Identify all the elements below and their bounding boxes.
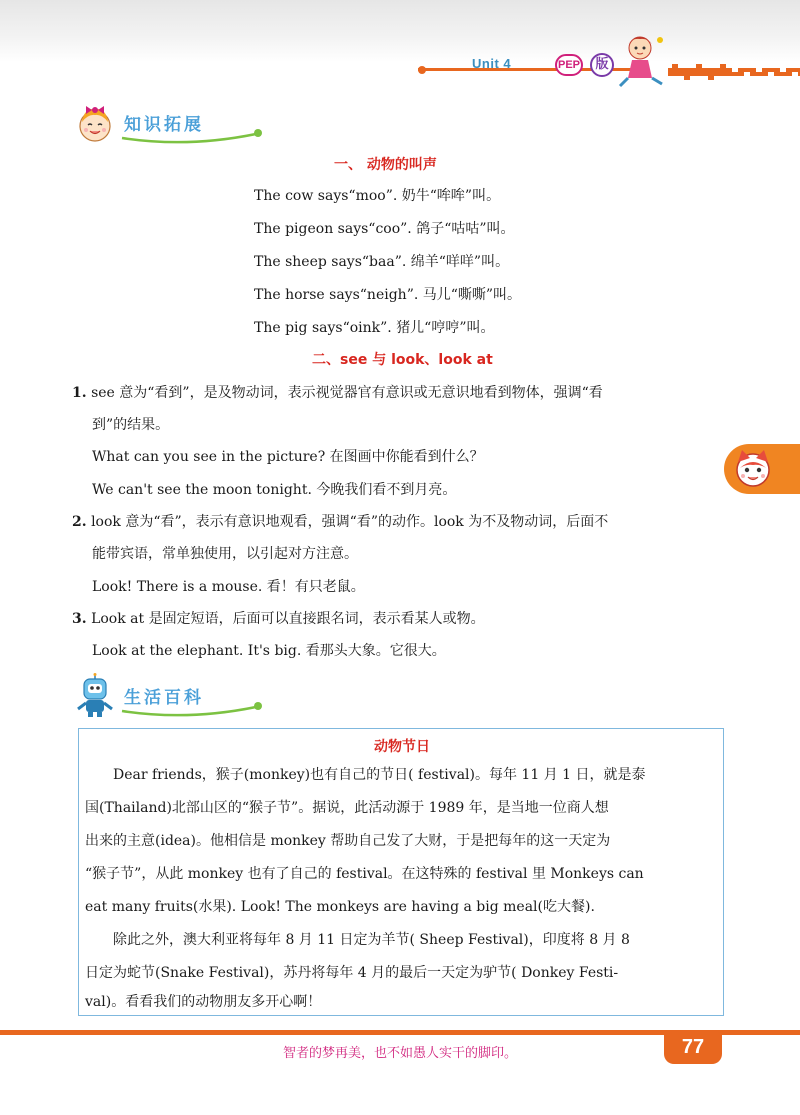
example-sentence: We can't see the moon tonight. 今晚我们看不到月亮。 <box>92 482 457 498</box>
item-number: 1. <box>72 385 87 401</box>
item-3-line-1 <box>72 609 485 629</box>
item-text: look 意为“看”，表示有意识地观看，强调“看”的动作。look 为不及物动词，后面不 <box>86 514 609 530</box>
animal-sound-line: The pigeon says“coo”. 鸽子“咕咕”叫。 <box>254 221 515 237</box>
edition-badge: 版 <box>590 53 614 77</box>
animal-festival-box <box>78 728 724 1016</box>
part1-heading: 一、 动物的叫声 <box>334 157 437 173</box>
page-header <box>0 0 800 100</box>
animal-sound-line: The cow says“moo”. 奶牛“哞哞”叫。 <box>254 188 501 204</box>
example-sentence: Look at the elephant. It's big. 看那头大象。它很大。 <box>92 643 446 659</box>
footer-motto: 智者的梦再美，也不如愚人实干的脚印。 <box>282 1046 517 1061</box>
box-text-line: val)。看看我们的动物朋友多开心啊！ <box>85 994 322 1010</box>
item-text: Look at 是固定短语，后面可以直接跟名词，表示看某人或物。 <box>86 611 485 627</box>
part2-heading: 二、see 与 look、look at <box>312 352 493 368</box>
fox-face-icon <box>732 448 774 490</box>
item-number: 3. <box>72 611 87 627</box>
section-title-knowledge <box>72 100 262 146</box>
page-number: 77 <box>681 1036 705 1058</box>
example-sentence: What can you see in the picture? 在图画中你能看到什么？ <box>92 449 484 465</box>
animal-sound-line: The sheep says“baa”. 绵羊“咩咩”叫。 <box>254 254 510 270</box>
box-text-line: eat many fruits(水果). Look! The monkeys are having a big meal(吃大餐). <box>85 899 595 915</box>
box-text-line: “猴子节”，从此 monkey 也有了自己的 festival。在这特殊的 festival 里 Monkeys can <box>85 866 644 882</box>
item-number: 2. <box>72 514 87 530</box>
checker-pattern-decoration <box>668 64 800 80</box>
box-title: 动物节日 <box>374 739 430 755</box>
item-text: see 意为“看到”，是及物动词，表示视觉器官有意识或无意识地看到物体，强调“看 <box>86 385 603 401</box>
pep-badge: PEP <box>555 54 583 76</box>
cartoon-girl-icon <box>612 30 668 90</box>
section-title-label: 知识拓展 <box>124 115 204 135</box>
box-text-line: 日定为蛇节(Snake Festival)，苏丹将每年 4 月的最后一天定为驴节( Donkey Festi- <box>85 965 619 981</box>
item-1-line-1 <box>72 383 603 403</box>
smiling-girl-mascot-icon <box>72 100 118 146</box>
animal-sound-line: The pig says“oink”. 猪儿“哼哼”叫。 <box>254 320 495 336</box>
section-title-label: 生活百科 <box>124 688 204 708</box>
green-swoosh-decoration <box>118 128 268 148</box>
example-sentence: Look! There is a mouse. 看！有只老鼠。 <box>92 579 365 595</box>
item-2-line-1 <box>72 512 608 532</box>
green-swoosh-decoration <box>118 701 268 721</box>
robot-mascot-icon <box>72 673 118 719</box>
box-text-line: Dear friends，猴子(monkey)也有自己的节日( festival)。每年 11 月 1 日，就是泰 <box>85 767 646 783</box>
header-gray-band <box>0 0 800 62</box>
item-1-line-2: 到”的结果。 <box>92 417 170 433</box>
unit-label: Unit 4 <box>472 56 512 71</box>
box-text-line: 国(Thailand)北部山区的“猴子节”。据说，此活动源于 1989 年，是当地一位商人想 <box>85 800 609 816</box>
box-text-line: 出来的主意(idea)。他相信是 monkey 帮助自己发了大财，于是把每年的这一天定为 <box>85 833 611 849</box>
item-2-line-2: 能带宾语，常单独使用，以引起对方注意。 <box>92 546 358 562</box>
section-title-life <box>72 673 262 719</box>
box-text-line: 除此之外，澳大利亚将每年 8 月 11 日定为羊节( Sheep Festival)，印度将 8 月 8 <box>85 932 630 948</box>
animal-sound-line: The horse says“neigh”. 马儿“嘶嘶”叫。 <box>254 287 522 303</box>
